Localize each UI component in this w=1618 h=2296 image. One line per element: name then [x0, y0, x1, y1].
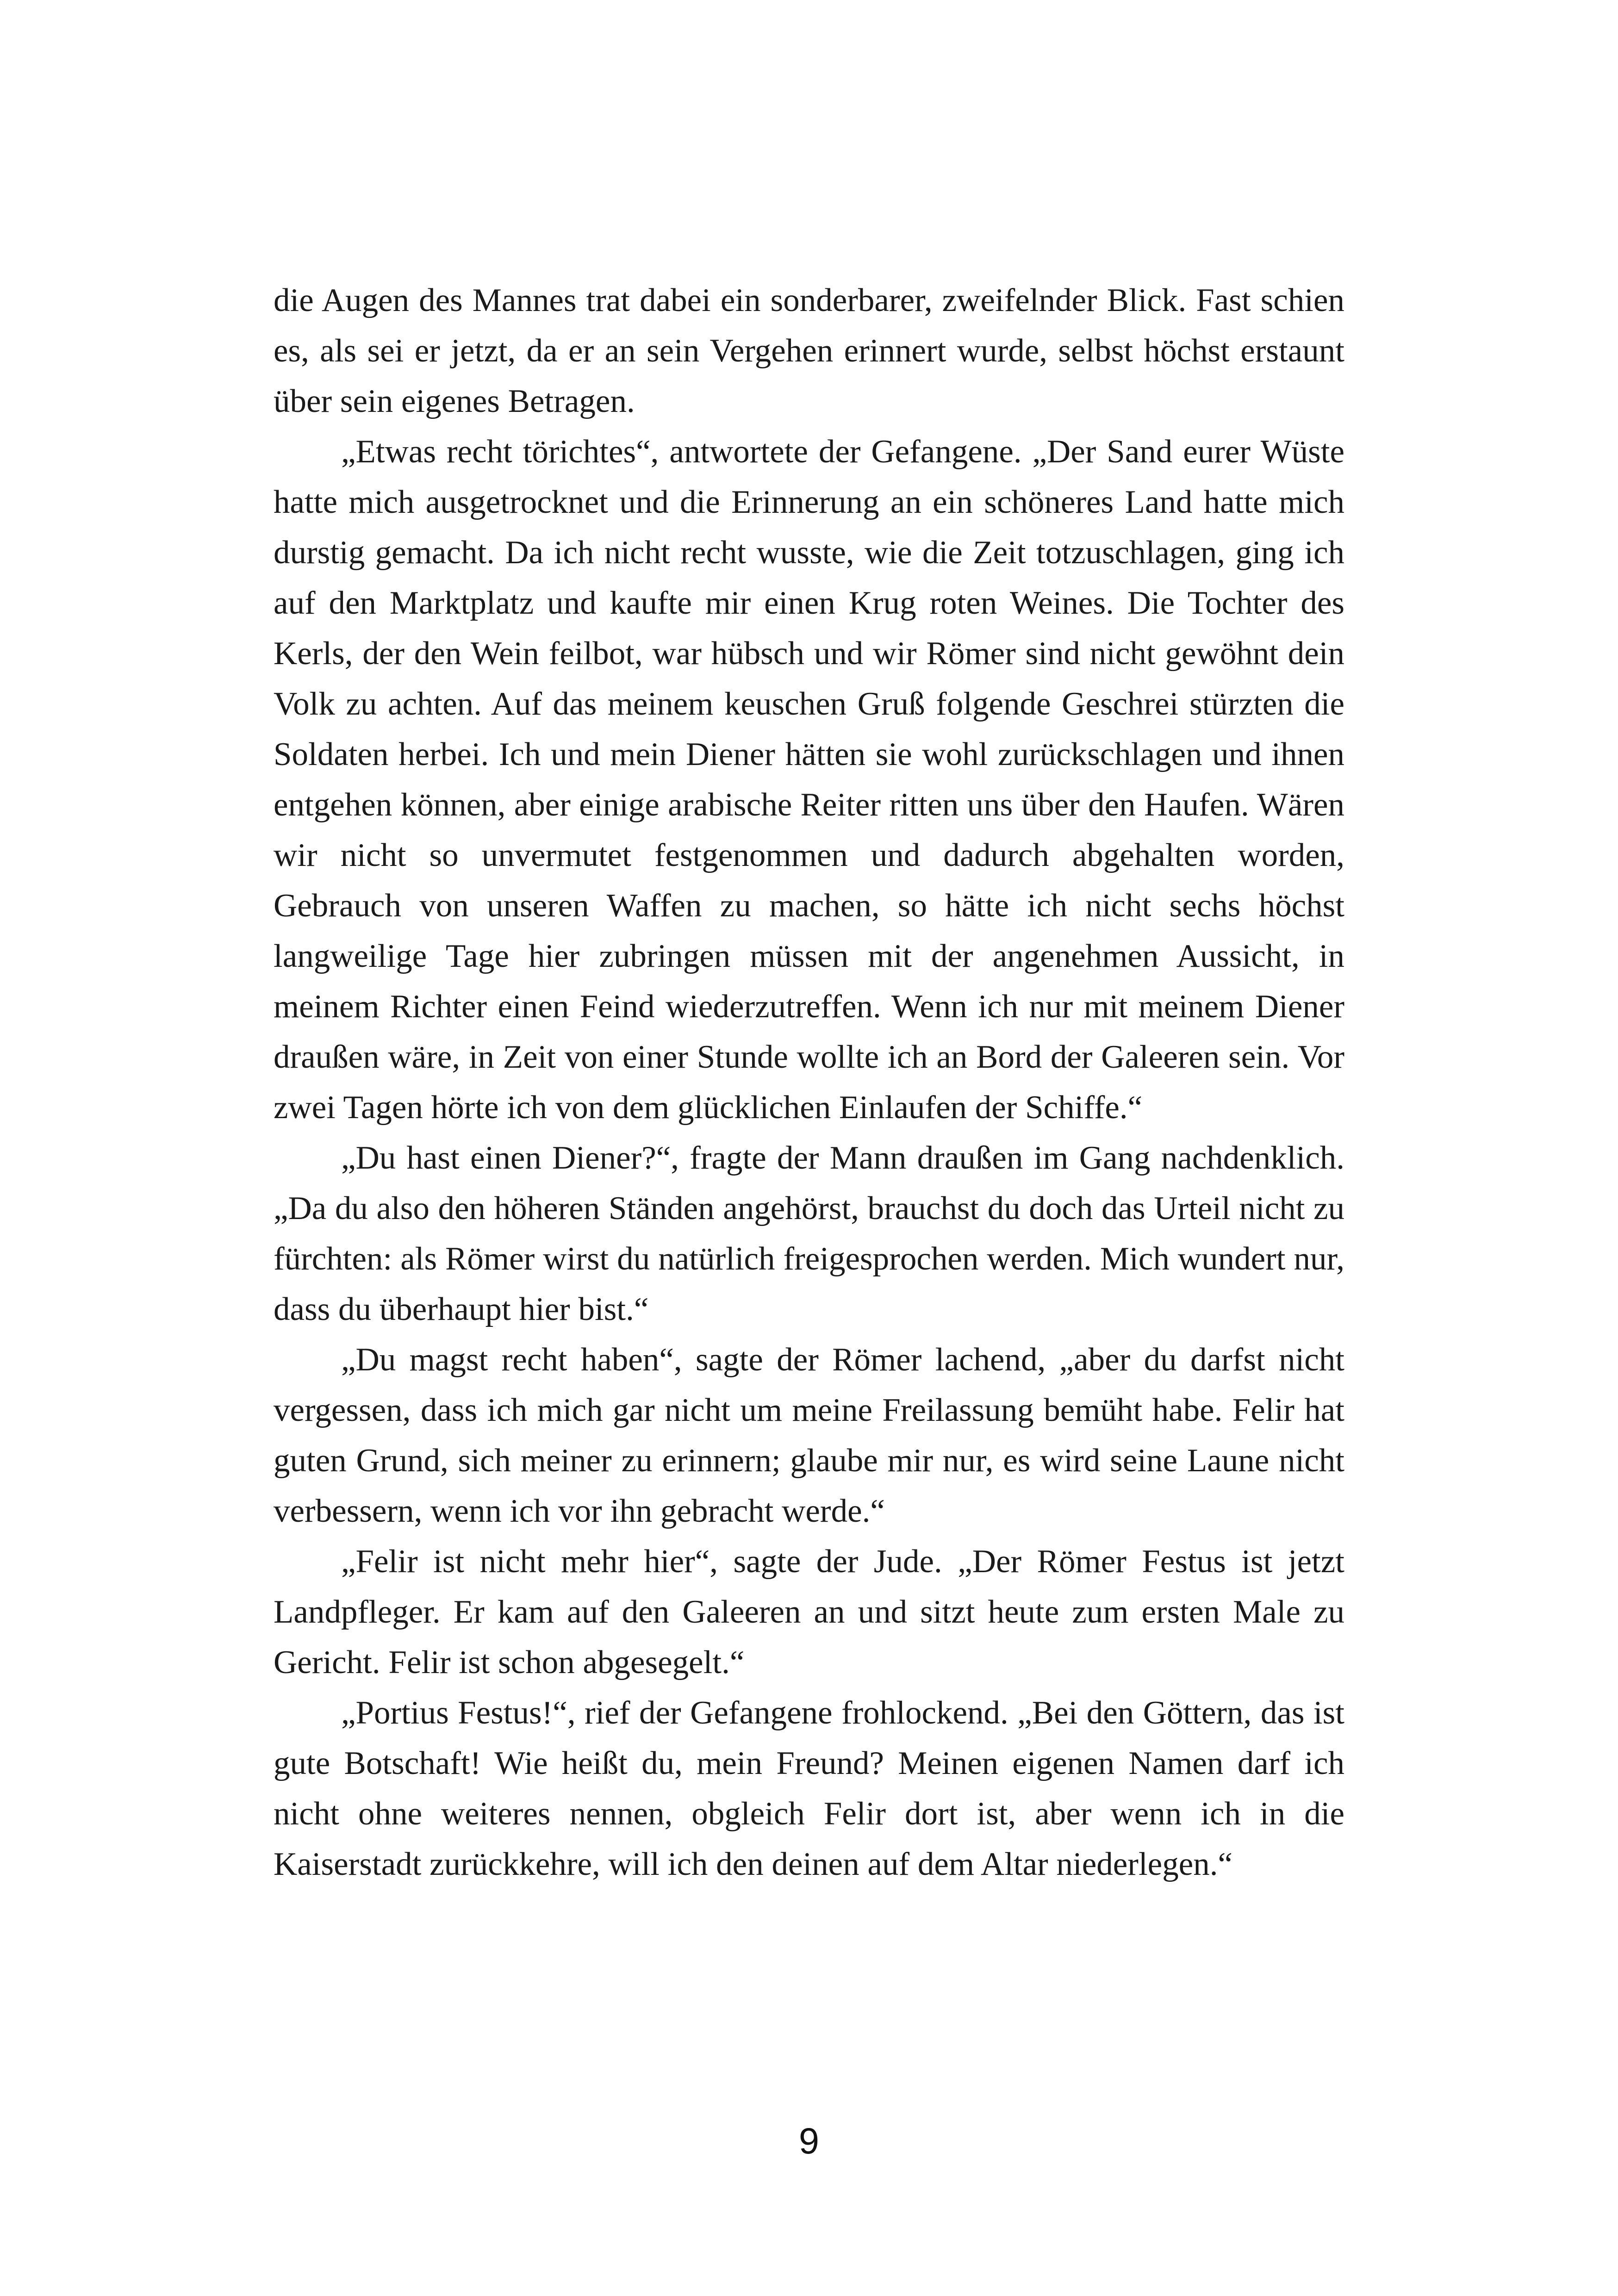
paragraph-5: „Felir ist nicht mehr hier“, sagte der Jude. „Der Römer Festus ist jetzt Landpfleger. Er kam auf den Galeeren an und sitzt heute zum ersten Male zu Gericht. Felir ist schon abgesegelt.“ — [274, 1543, 1344, 1680]
paragraph-3: „Du hast einen Diener?“, fragte der Mann draußen im Gang nachdenklich. „Da du also den höheren Ständen angehörst, brauchst du doch das Urteil nicht zu fürchten: als Römer wirst du natürlich freigesprochen werden. Mich wundert nur, dass du überhaupt hier bist.“ — [274, 1140, 1344, 1327]
paragraph-4: „Du magst recht haben“, sagte der Römer lachend, „aber du darfst nicht vergessen, dass ich mich gar nicht um meine Freilassung bemüht habe. Felir hat guten Grund, sich meiner zu erinnern; glaube mir nur, es wird seine Laune nicht verbessern, wenn ich vor ihn gebracht werde.“ — [274, 1342, 1344, 1529]
paragraph-2: „Etwas recht törichtes“, antwortete der Gefangene. „Der Sand eurer Wüste hatte mich ausgetrocknet und die Erinnerung an ein schöneres Land hatte mich durstig gemacht. Da ich nicht recht wusste, wie die Zeit totzuschlagen, ging ich auf den Marktplatz und kaufte mir einen Krug roten Weines. Die Tochter des Kerls, der den Wein feilbot, war hübsch und wir Römer sind nicht gewöhnt dein Volk zu achten. Auf das meinem keuschen Gruß folgende Geschrei stürzten die Soldaten herbei. Ich und mein Diener hätten sie wohl zurückschlagen und ihnen entgehen können, aber einige arabische Reiter ritten uns über den Haufen. Wären wir nicht so unvermutet festgenommen und dadurch abgehalten worden, Gebrauch von unseren Waffen zu machen, so hätte ich nicht sechs höchst langweilige Tage hier zubringen müssen mit der angenehmen Aussicht, in meinem Richter einen Feind wiederzutreffen. Wenn ich nur mit meinem Diener draußen wäre, in Zeit von einer Stunde wollte ich an Bord der Galeeren sein. Vor zwei Tagen hörte ich von dem glücklichen Einlaufen der Schiffe.“ — [274, 434, 1344, 1126]
paragraph-6: „Portius Festus!“, rief der Gefangene frohlockend. „Bei den Göttern, das ist gute Botschaft! Wie heißt du, mein Freund? Meinen eigenen Namen darf ich nicht ohne weiteres nennen, obgleich Felir dort ist, aber wenn ich in die Kaiserstadt zurückkehre, will ich den deinen auf dem Altar niederlegen.“ — [274, 1695, 1344, 1882]
page-number: 9 — [799, 2120, 819, 2161]
page-body — [274, 275, 1344, 1890]
paragraph-1: die Augen des Mannes trat dabei ein sonderbarer, zweifelnder Blick. Fast schien es, als sei er jetzt, da er an sein Vergehen erinnert wurde, selbst höchst erstaunt über sein eigenes Betragen. — [274, 282, 1344, 419]
